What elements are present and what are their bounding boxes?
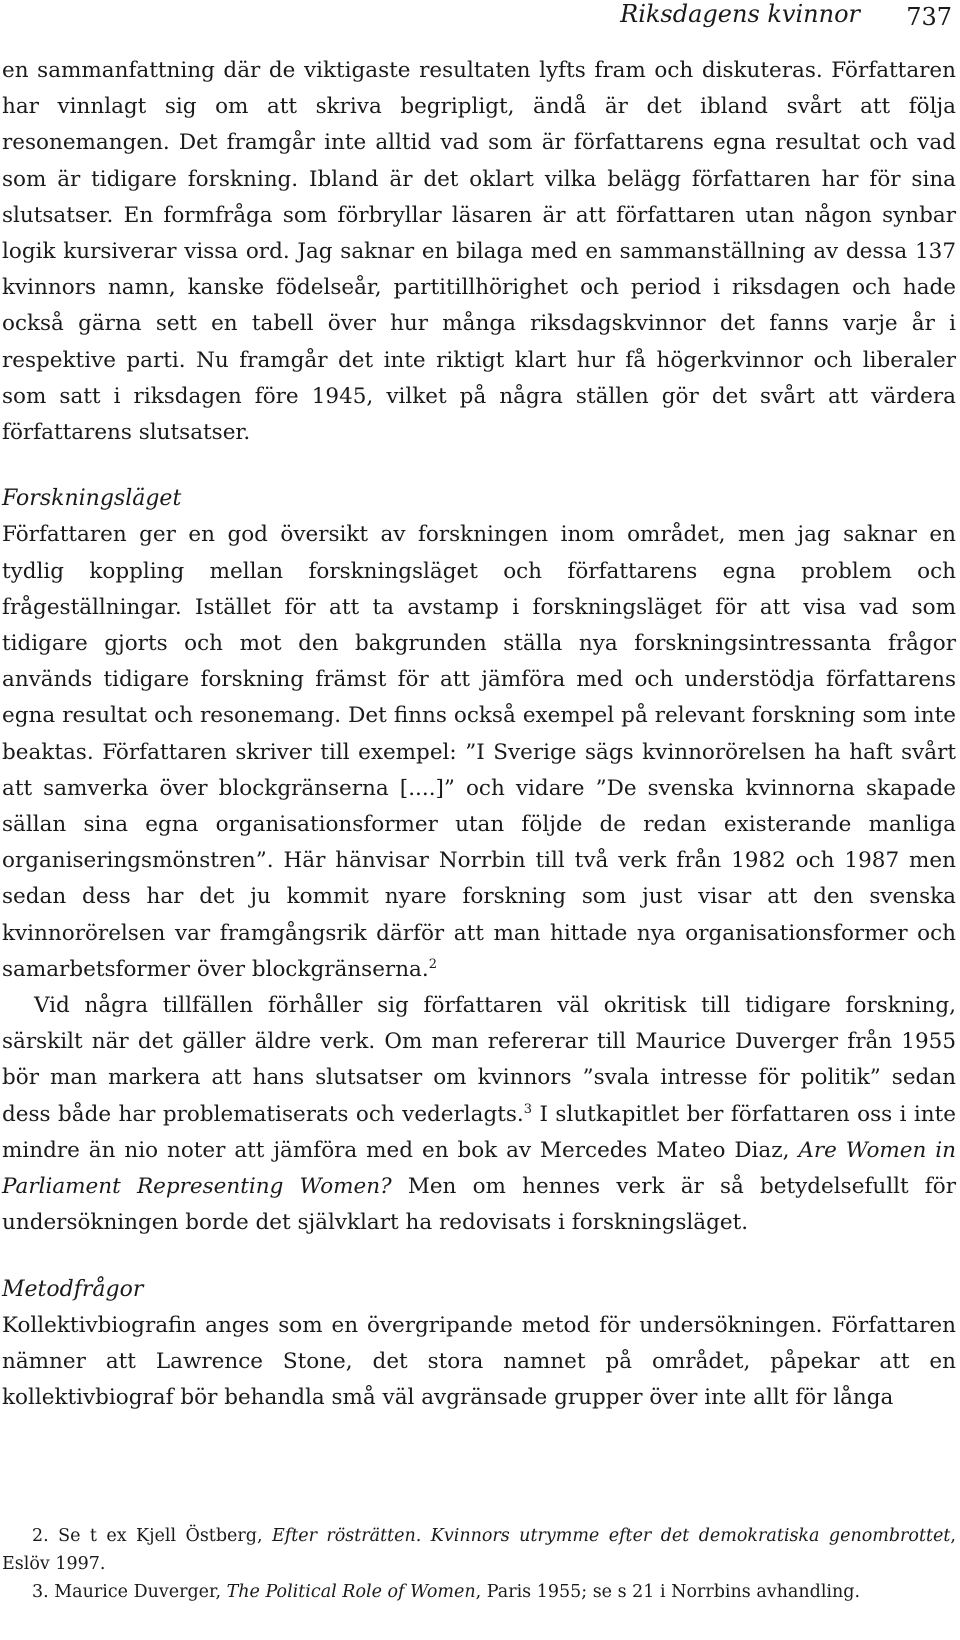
section-heading-forskningslaget: Forskningsläget [2, 486, 182, 512]
book-title-mateo-diaz: Are Women in Parliament Representing Women? [2, 1137, 956, 1200]
footnote-ref-3: 3 [523, 1101, 533, 1117]
footnote-2-text-b: , Eslöv 1997. [2, 1526, 956, 1574]
paragraph-summary: en sammanfattning där de viktigaste resultaten lyfts fram och diskuteras. Författaren har vinnlagt sig om att skriva begripligt, ändå är det ibland svårt att följa resonemangen. Det framgår inte alltid vad som är författarens egna resultat och vad som är tidigare forskning. Ibland är det oklart vilka belägg författaren har för sina slutsatser. En formfråga som förbryllar läsaren är att författaren utan någon synbar logik kursiverar vissa ord. Jag saknar en bilaga med en sammanställning av dessa 137 kvinnors namn, kanske födelseår, partitillhörighet och period i riksdagen och hade också gärna sett en tabell över hur många riksdagskvinnor det fanns varje år i respektive parti. Nu framgår det inte riktigt klart hur få högerkvinnor och liberaler som satt i riksdagen före 1945, vilket på några ställen gör det svårt att värdera författarens slutsatser. [2, 58, 956, 446]
footnote-3-title: The Political Role of Women [226, 1582, 476, 1602]
running-title: Riksdagens kvinnor [620, 0, 860, 28]
paragraph-forskningslaget-text: Författaren ger en god översikt av forskningen inom området, men jag saknar en tydlig koppling mellan forskningsläget och författarens egna problem och frågeställningar. Istället för att ta avstamp i forskningsläget för att visa vad som tidigare gjorts och mot den bakgrunden ställa nya forskningsintressanta frågor används tidigare forskning främst för att jämföra med och understödja författarens egna resultat och resonemang. Det finns också exempel på relevant forskning som inte beaktas. Författaren skriver till exempel: ”I Sverige sägs kvinnorörelsen ha haft svårt att samverka över blockgränserna [....]” och vidare ”De svenska kvinnorna skapade sällan sina egna organisationsformer utan följde de redan existerande manliga organiseringsmönstren”. Här hänvisar Norrbin till två verk från 1982 och 1987 men sedan dess har det ju kommit nyare forskning som just visar att den svenska kvinnorörelsen var framgångsrik därför att man hittade nya organisationsformer och samarbetsformer över blockgränserna. [2, 522, 956, 982]
section-heading-metodfragor: Metodfrågor [2, 1276, 144, 1302]
paragraph-okritisk-text-c: Men om hennes verk är så betydelsefullt för undersökningen borde det självklart ha redovisats i forskningsläget. [2, 1174, 956, 1236]
page-number: 737 [906, 3, 952, 31]
footnote-2-title: Efter rösträtten. Kvinnors utrymme efter det demokratiska genombrottet [271, 1526, 951, 1546]
paragraph-forskningslaget [2, 517, 956, 988]
footnote-2 [2, 1522, 956, 1578]
footnote-3-text-a: 3. Maurice Duverger, [32, 1582, 227, 1602]
page-header [0, 0, 960, 36]
footnote-ref-2: 2 [428, 956, 437, 972]
paragraph-okritisk-text-b: I slutkapitlet ber författaren oss i inte mindre än nio noter att jämföra med en bok av Mercedes Mateo Diaz, [2, 1101, 957, 1163]
paragraph-okritisk-text-a: Vid några tillfällen förhåller sig författaren väl okritisk till tidigare forskning, särskilt när det gäller äldre verk. Om man refererar till Maurice Duverger från 1955 bör man markera att hans slutsatser om kvinnors ”svala intresse för politik” sedan dess både har problematiserats och vederlagts. [2, 993, 956, 1127]
footnote-3-text-b: , Paris 1955; se s 21 i Norrbins avhandling. [475, 1582, 861, 1602]
paragraph-okritisk [2, 988, 956, 1241]
footnote-2-text-a: 2. Se t ex Kjell Östberg, [32, 1526, 272, 1546]
footnote-3 [2, 1578, 956, 1606]
footnotes [2, 1522, 956, 1606]
paragraph-metodfragor: Kollektivbiografin anges som en övergripande metod för undersökningen. Författaren nämner att Lawrence Stone, det stora namnet på området, påpekar att en kollektivbiograf bör behandla små väl avgränsade grupper över inte allt för långa [2, 1312, 956, 1411]
body-text [2, 53, 956, 1416]
